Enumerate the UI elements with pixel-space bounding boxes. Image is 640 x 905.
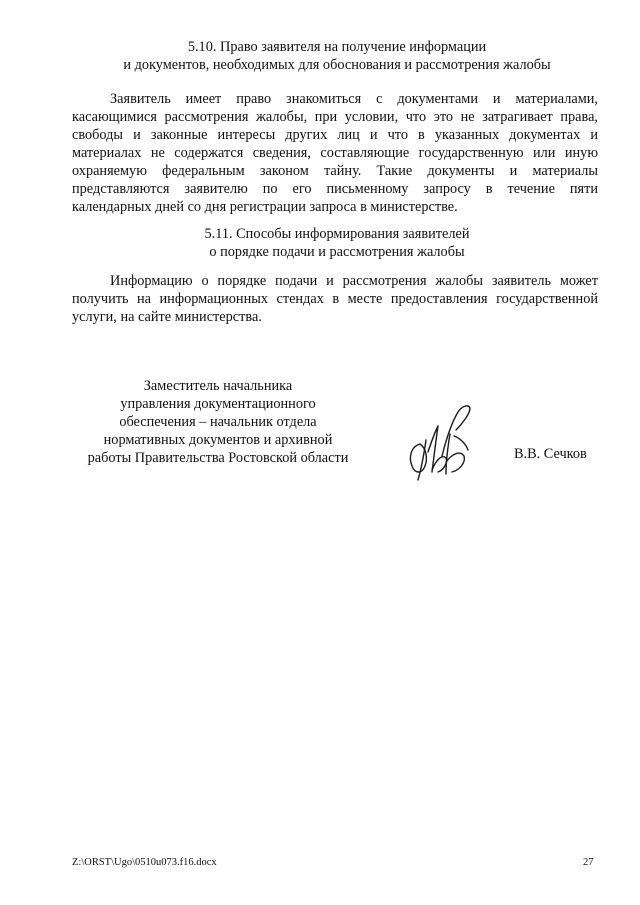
paragraph-line: календарных дней со дня регистрации запроса в министерстве.	[72, 199, 458, 215]
paragraph-line: услуги, на сайте министерства.	[72, 309, 262, 325]
position-line: Заместитель начальника	[143, 378, 293, 394]
section-5-10-title-line: и документов, необходимых для обоснования и рассмотрения жалобы	[123, 57, 551, 73]
page-number: 27	[583, 857, 594, 868]
paragraph-line: Информацию о порядке подачи и рассмотрения жалобы заявитель может	[110, 273, 598, 289]
section-5-11-title-line: 5.11. Способы информирования заявителей	[204, 226, 470, 242]
handwritten-signature-icon	[402, 400, 478, 484]
section-5-11-paragraph	[72, 272, 598, 326]
footer-file-path: Z:\ORST\Ugo\0510u073.f16.docx	[72, 857, 217, 868]
paragraph-line: Заявитель имеет право знакомиться с документами и материалами,	[110, 91, 598, 107]
paragraph-line: охраняемую федеральным законом тайну. Такие документы и материалы	[72, 163, 598, 179]
position-line: обеспечения – начальник отдела	[119, 414, 317, 430]
signer-name: В.В. Сечков	[514, 446, 587, 462]
paragraph-line: свободы и законные интересы других лиц и что в указанных документах и	[72, 127, 598, 143]
paragraph-line: получить на информационных стендах в месте предоставления государственной	[72, 291, 598, 307]
paragraph-line: представляются заявителю по его письменному запросу в течение пяти	[72, 181, 598, 197]
position-line: работы Правительства Ростовской области	[87, 450, 349, 466]
section-5-11-title	[72, 225, 602, 261]
position-line: управления документационного	[120, 396, 316, 412]
paragraph-line: касающимися рассмотрения жалобы, при условии, что это не затрагивает права,	[72, 109, 598, 125]
section-5-10-title	[72, 38, 602, 74]
position-line: нормативных документов и архивной	[103, 432, 333, 448]
paragraph-line: материалах не содержатся сведения, составляющие государственную или иную	[72, 145, 598, 161]
signatory-position	[86, 377, 350, 467]
section-5-10-paragraph	[72, 90, 598, 216]
section-5-10-title-line: 5.10. Право заявителя на получение информации	[187, 39, 487, 55]
section-5-11-title-line: о порядке подачи и рассмотрения жалобы	[209, 244, 465, 260]
